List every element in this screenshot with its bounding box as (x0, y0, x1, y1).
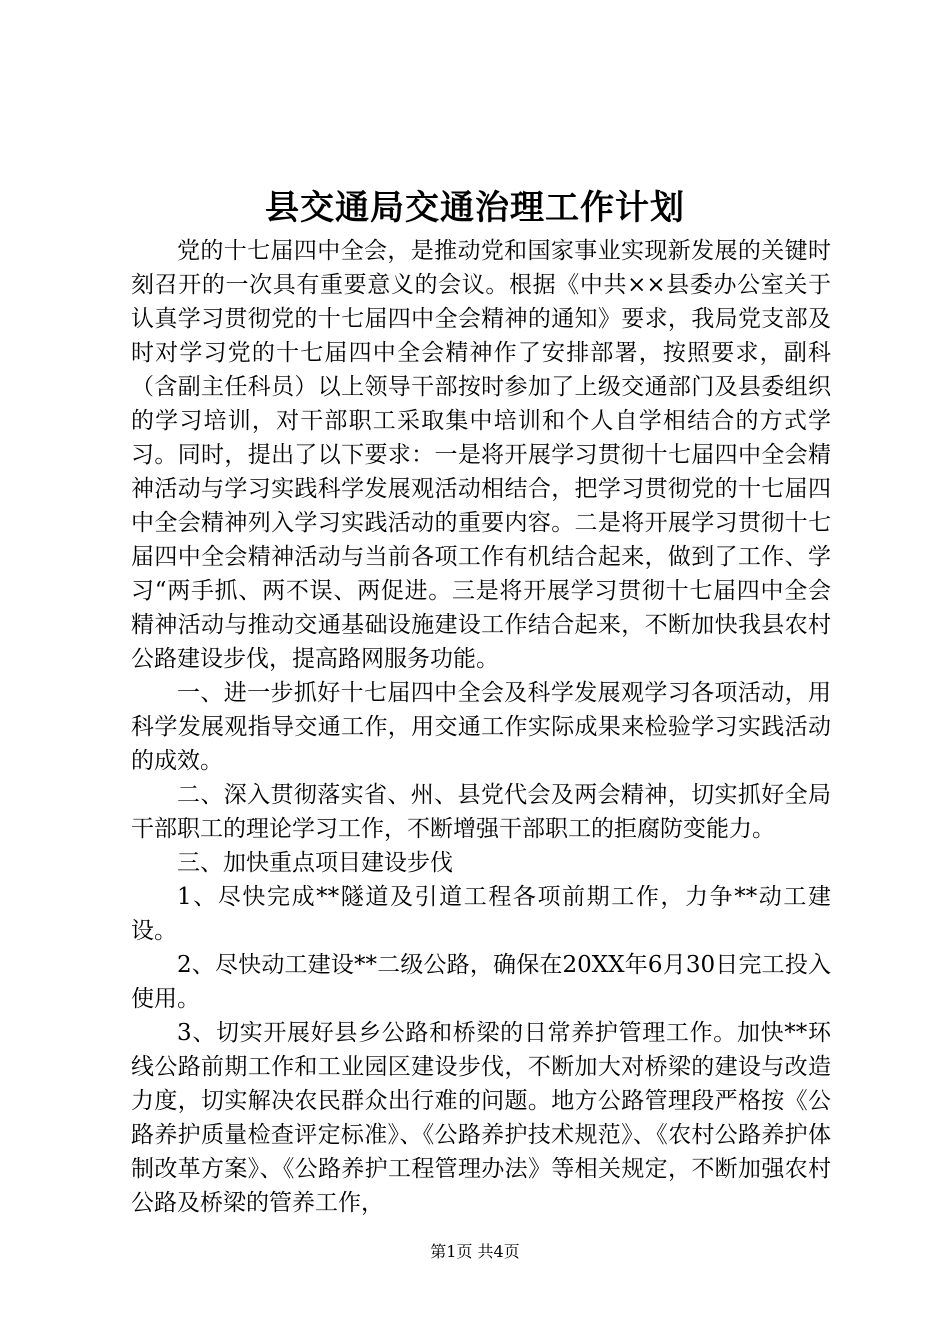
document-body (131, 234, 831, 1220)
paragraph-item-3: 三、加快重点项目建设步伐 (177, 850, 453, 876)
document-title: 县交通局交通治理工作计划 (265, 188, 685, 228)
paragraph-item-2: 二、深入贯彻落实省、州、县党代会及两会精神，切实抓好全局干部职工的理论学习工作，不断增强干部职工的拒腐防变能力。 (131, 782, 831, 842)
page-footer: 第1页 共4页 (430, 1242, 520, 1261)
paragraph-intro: 党的十七届四中全会，是推动党和国家事业实现新发展的关键时刻召开的一次具有重要意义的会议。根据《中共××县委办公室关于认真学习贯彻党的十七届四中全会精神的通知》要求，我局党支部及时对学习党的十七届四中全会精神作了安排部署，按照要求，副科（含副主任科员）以上领导干部按时参加了上级交通部门及县委组织的学习培训，对干部职工采取集中培训和个人自学相结合的方式学习。同时，提出了以下要求：一是将开展学习贯彻十七届四中全会精神活动与学习实践科学发展观活动相结合，把学习贯彻党的十七届四中全会精神列入学习实践活动的重要内容。二是将开展学习贯彻十七届四中全会精神活动与当前各项工作有机结合起来，做到了工作、学习“两手抓、两不误、两促进。三是将开展学习贯彻十七届四中全会精神活动与推动交通基础设施建设工作结合起来，不断加快我县农村公路建设步伐，提高路网服务功能。 (131, 238, 831, 672)
paragraph-subitem-3: 3、切实开展好县乡公路和桥梁的日常养护管理工作。加快**环线公路前期工作和工业园区建设步伐，不断加大对桥梁的建设与改造力度，切实解决农民群众出行难的问题。地方公路管理段严格按《公路养护质量检查评定标准》、《公路养护技术规范》、《农村公路养护体制改革方案》、《公路养护工程管理办法》等相关规定，不断加强农村公路及桥梁的管养工作， (131, 1020, 831, 1216)
paragraph-subitem-2: 2、尽快动工建设**二级公路，确保在20XX年6月30日完工投入使用。 (131, 952, 831, 1012)
paragraph-subitem-1: 1、尽快完成**隧道及引道工程各项前期工作，力争**动工建设。 (131, 884, 831, 944)
paragraph-item-1: 一、进一步抓好十七届四中全会及科学发展观学习各项活动，用科学发展观指导交通工作，用交通工作实际成果来检验学习实践活动的成效。 (131, 680, 831, 774)
